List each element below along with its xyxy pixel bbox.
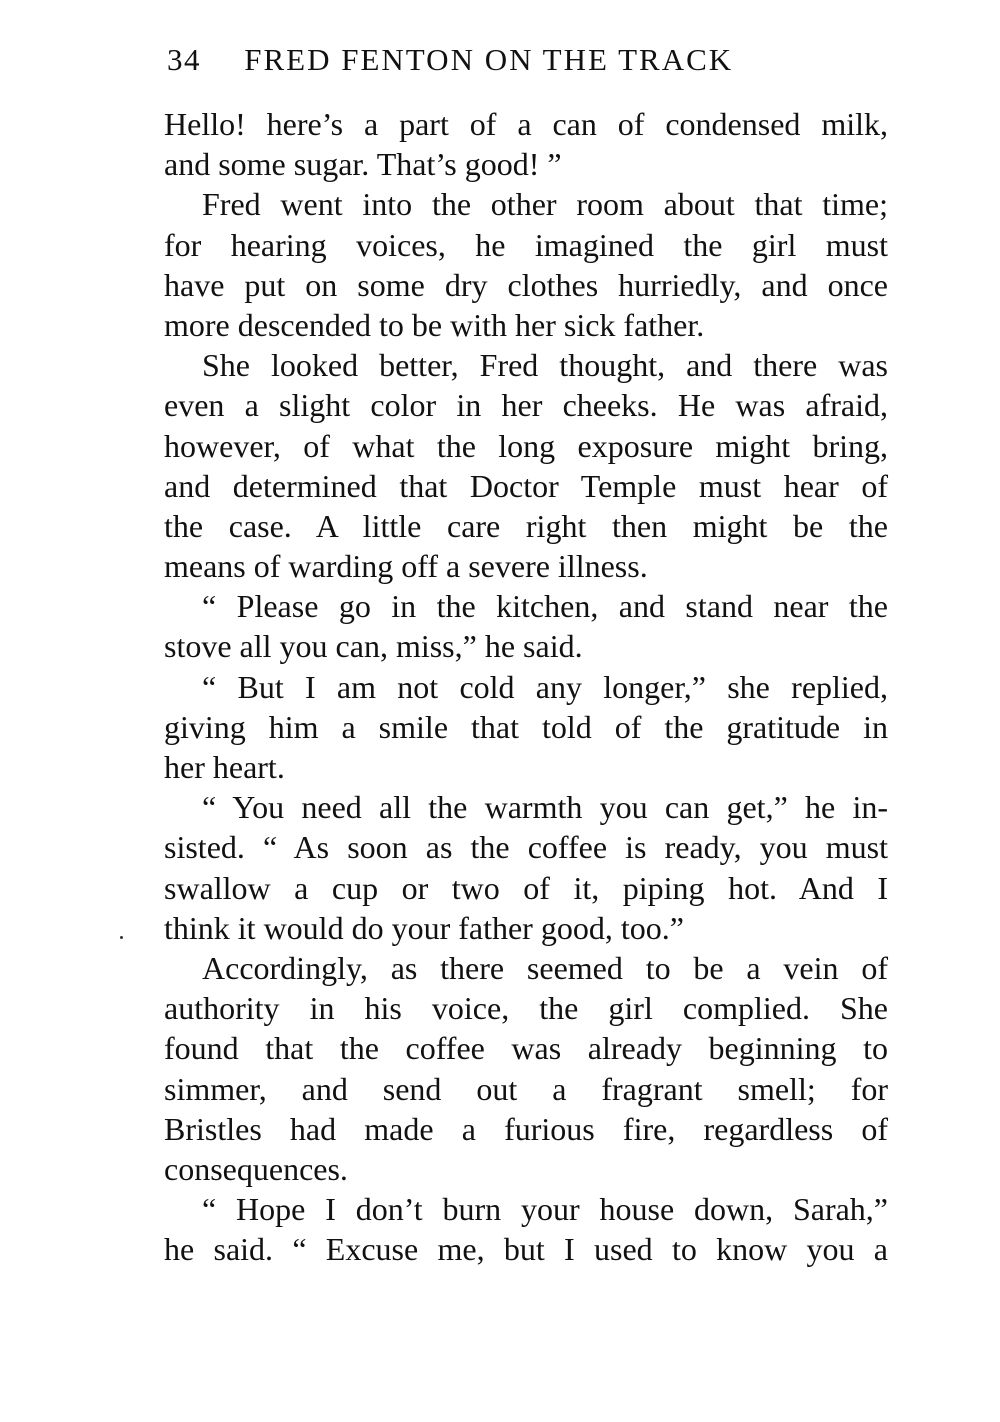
text-line: more descended to be with her sick father. [164, 306, 705, 343]
ink-speck [120, 936, 123, 939]
text-line: means of warding off a severe illness. [164, 548, 648, 585]
text-line: Bristles had made a furious fire, regardless of [164, 1110, 888, 1147]
text-line: Hello! here’s a part of a can of condensed milk, [164, 106, 888, 142]
text-line: however, of what the long exposure might bring, [164, 427, 888, 464]
text-line: stove all you can, miss,” he said. [164, 628, 583, 665]
text-line: “ But I am not cold any longer,” she replied, [202, 668, 888, 705]
text-line: Fred went into the other room about that time; [202, 186, 888, 223]
text-line: have put on some dry clothes hurriedly, and once [164, 266, 888, 303]
text-line: swallow a cup or two of it, piping hot. And I [164, 869, 888, 906]
text-line: She looked better, Fred thought, and there was [202, 347, 888, 384]
text-line: even a slight color in her cheeks. He was afraid, [164, 387, 888, 424]
text-line: found that the coffee was already beginning to [164, 1030, 888, 1067]
text-line: “ Please go in the kitchen, and stand near the [202, 588, 888, 625]
text-line: giving him a smile that told of the gratitude in [164, 708, 888, 745]
text-line: he said. “ Excuse me, but I used to know you a [164, 1231, 888, 1268]
text-line: and some sugar. That’s good! ” [164, 146, 562, 183]
page-number: 34 [167, 42, 201, 77]
text-line: Accordingly, as there seemed to be a vein of [202, 949, 888, 986]
text-line: think it would do your father good, too.” [164, 909, 684, 946]
text-line: her heart. [164, 749, 285, 785]
running-head [167, 42, 887, 82]
text-line: sisted. “ As soon as the coffee is ready, you must [164, 829, 888, 866]
body-text [164, 104, 888, 1269]
text-line: “ Hope I don’t burn your house down, Sarah,” [202, 1191, 888, 1228]
book-title: FRED FENTON ON THE TRACK [244, 42, 734, 77]
text-line: the case. A little care right then might be the [164, 507, 888, 544]
text-line: “ You need all the warmth you can get,” he in- [202, 789, 888, 826]
text-line: for hearing voices, he imagined the girl must [164, 226, 888, 263]
text-line: and determined that Doctor Temple must hear of [164, 467, 888, 504]
text-line: simmer, and send out a fragrant smell; for [164, 1070, 888, 1107]
text-line: consequences. [164, 1150, 348, 1187]
text-line: authority in his voice, the girl complied. She [164, 990, 888, 1027]
